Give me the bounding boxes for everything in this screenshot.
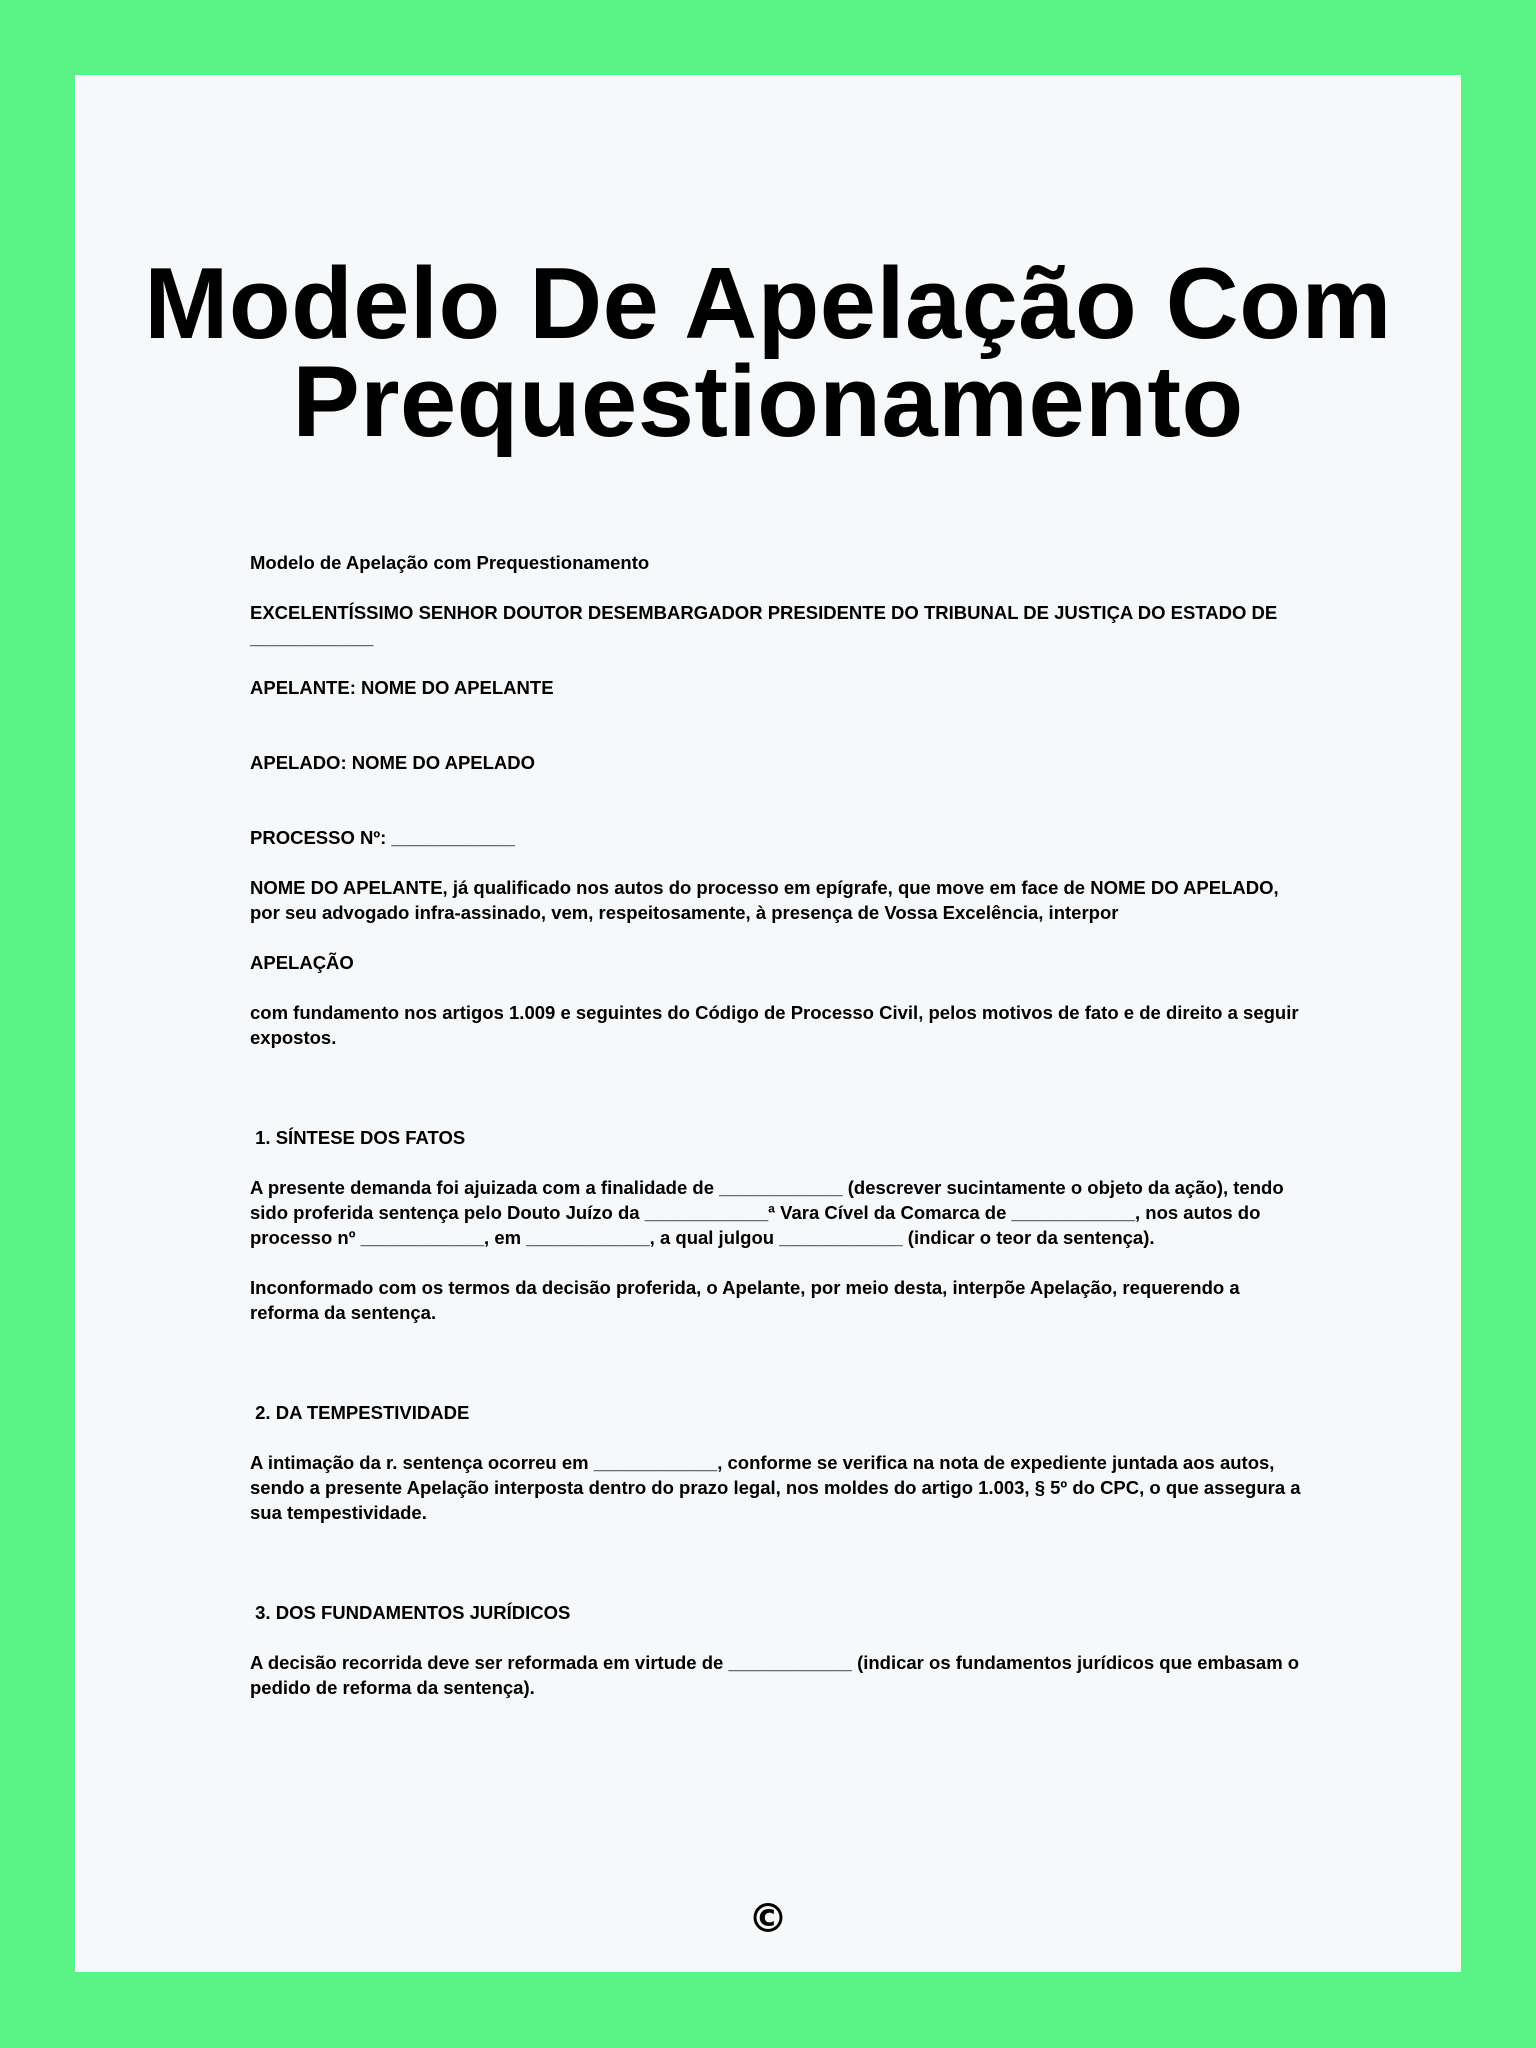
legal-basis-paragraph: com fundamento nos artigos 1.009 e seguintes do Código de Processo Civil, pelos motivos de fato e de direito a seguir expostos. bbox=[250, 1002, 1304, 1048]
document-body bbox=[250, 550, 1310, 1700]
appeal-heading: APELAÇÃO bbox=[250, 952, 354, 973]
section-heading-facts: 1. SÍNTESE DOS FATOS bbox=[250, 1127, 466, 1148]
facts-paragraph-2: Inconformado com os termos da decisão proferida, o Apelante, por meio desta, interpõe Apelação, requerendo a reforma da sentença. bbox=[250, 1277, 1245, 1323]
appellee-line: APELADO: NOME DO APELADO bbox=[250, 752, 536, 773]
facts-paragraph-1: A presente demanda foi ajuizada com a finalidade de ____________ (descrever sucintamente o objeto da ação), tendo sido proferida sentença pelo Douto Juízo da ____________ª Vara Cível da Comarca de ____________, nos autos do processo nº ____________, em ____________, a qual julgou ____________ (indicar o teor da sentença). bbox=[250, 1177, 1289, 1248]
section-heading-timeliness: 2. DA TEMPESTIVIDADE bbox=[250, 1402, 470, 1423]
process-number-line: PROCESSO Nº: ____________ bbox=[250, 827, 515, 848]
legal-grounds-paragraph: A decisão recorrida deve ser reformada em virtude de ____________ (indicar os fundamentos jurídicos que embasam o pedido de reforma da sentença). bbox=[250, 1652, 1305, 1698]
subtitle: Modelo de Apelação com Prequestionamento bbox=[250, 552, 650, 573]
title-line-2: Prequestionamento bbox=[292, 346, 1244, 458]
title-line-1: Modelo De Apelação Com bbox=[144, 248, 1392, 360]
document-page bbox=[75, 75, 1461, 1972]
intro-paragraph: NOME DO APELANTE, já qualificado nos autos do processo em epígrafe, que move em face de NOME DO APELADO, por seu advogado infra-assinado, vem, respeitosamente, à presença de Vossa Excelência, interpor bbox=[250, 877, 1284, 923]
appellant-line: APELANTE: NOME DO APELANTE bbox=[250, 677, 554, 698]
section-heading-legal-grounds: 3. DOS FUNDAMENTOS JURÍDICOS bbox=[250, 1602, 571, 1623]
addressee: EXCELENTÍSSIMO SENHOR DOUTOR DESEMBARGADOR PRESIDENTE DO TRIBUNAL DE JUSTIÇA DO ESTADO DE ____________ bbox=[250, 602, 1283, 648]
document-title bbox=[75, 248, 1461, 458]
timeliness-paragraph: A intimação da r. sentença ocorreu em ____________, conforme se verifica na nota de expediente juntada aos autos, sendo a presente Apelação interposta dentro do prazo legal, nos moldes do artigo 1.003, § 5º do CPC, o que assegura a sua tempestividade. bbox=[250, 1452, 1306, 1523]
copyright-icon: © bbox=[748, 1896, 788, 1942]
